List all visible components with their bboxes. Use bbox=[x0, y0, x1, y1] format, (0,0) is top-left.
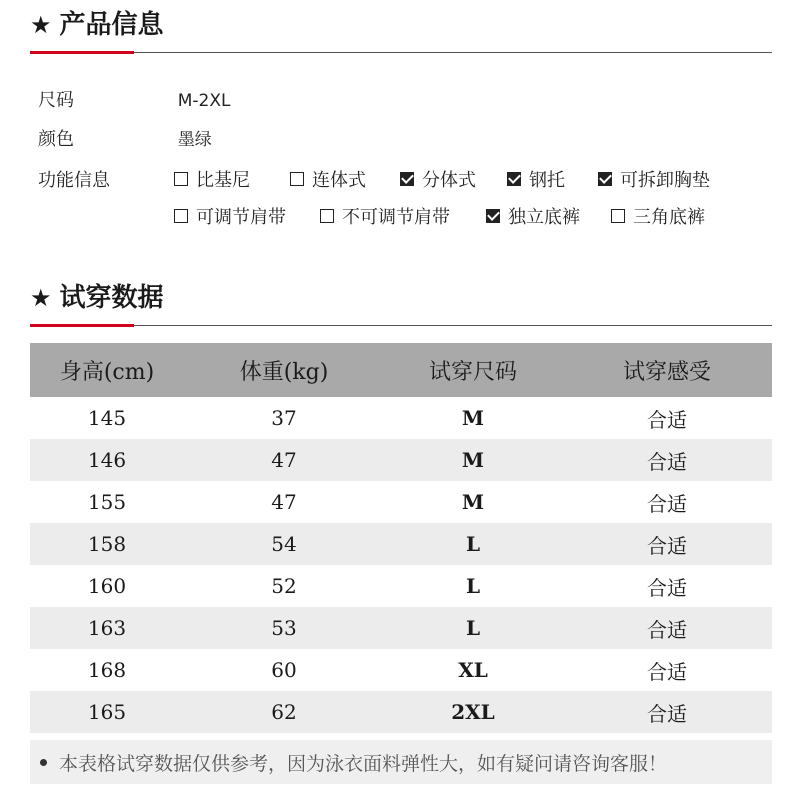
table-row bbox=[30, 691, 772, 733]
option-triangle-bottoms[interactable] bbox=[611, 203, 705, 229]
table-row bbox=[30, 439, 772, 481]
color-row bbox=[38, 125, 212, 151]
star-icon: ★ bbox=[30, 284, 52, 312]
option-two-piece[interactable] bbox=[400, 166, 476, 192]
cell-height: 168 bbox=[87, 658, 127, 682]
cell-size: XL bbox=[458, 658, 488, 682]
cell-height: 165 bbox=[30, 691, 184, 733]
header-height: 身高(cm) bbox=[30, 343, 184, 397]
checkbox-icon bbox=[174, 209, 188, 223]
table-row bbox=[30, 523, 772, 565]
option-label: 三角底裤 bbox=[633, 207, 705, 228]
option-label: 分体式 bbox=[422, 170, 476, 191]
header-feel: 试穿感受 bbox=[562, 343, 772, 397]
product-info-header bbox=[30, 12, 772, 38]
cell-size: M bbox=[384, 439, 562, 481]
cell-height: 145 bbox=[87, 406, 127, 430]
option-one-piece[interactable] bbox=[290, 166, 366, 192]
divider bbox=[30, 52, 772, 53]
function-label: 功能信息 bbox=[38, 170, 110, 191]
checkbox-checked-icon bbox=[400, 172, 414, 186]
section-title: 产品信息 bbox=[59, 10, 164, 40]
table-row bbox=[30, 397, 772, 439]
size-value: M-2XL bbox=[177, 91, 231, 111]
table-row bbox=[30, 481, 772, 523]
color-label: 颜色 bbox=[38, 129, 74, 150]
star-icon: ★ bbox=[30, 11, 52, 39]
cell-weight: 62 bbox=[184, 691, 384, 733]
cell-weight: 47 bbox=[184, 439, 384, 481]
cell-size: 2XL bbox=[384, 691, 562, 733]
bullet-icon bbox=[40, 759, 47, 766]
table-row bbox=[30, 649, 772, 691]
checkbox-checked-icon bbox=[507, 172, 521, 186]
header-size: 试穿尺码 bbox=[384, 343, 562, 397]
accent-bar bbox=[30, 324, 134, 327]
table-header-row bbox=[30, 343, 772, 397]
option-underwire[interactable] bbox=[507, 166, 565, 192]
option-label: 连体式 bbox=[312, 170, 366, 191]
option-label: 独立底裤 bbox=[508, 207, 580, 228]
cell-feel: 合适 bbox=[562, 691, 772, 733]
table-row bbox=[30, 565, 772, 607]
cell-feel: 合适 bbox=[647, 491, 687, 516]
cell-size: L bbox=[384, 523, 562, 565]
cell-height: 163 bbox=[30, 607, 184, 649]
cell-weight: 52 bbox=[271, 574, 297, 598]
option-bikini[interactable] bbox=[174, 166, 250, 192]
checkbox-icon bbox=[290, 172, 304, 186]
cell-size: L bbox=[384, 607, 562, 649]
fitting-table bbox=[30, 343, 772, 733]
fitting-data-header bbox=[30, 285, 772, 311]
cell-feel: 合适 bbox=[647, 659, 687, 684]
note-text: 本表格试穿数据仅供参考，因为泳衣面料弹性大，如有疑问请咨询客服！ bbox=[59, 752, 668, 775]
cell-size: M bbox=[461, 490, 485, 514]
option-label: 钢托 bbox=[529, 170, 565, 191]
checkbox-icon bbox=[611, 209, 625, 223]
checkbox-checked-icon bbox=[598, 172, 612, 186]
cell-size: L bbox=[465, 574, 481, 598]
cell-height: 160 bbox=[87, 574, 127, 598]
cell-weight: 37 bbox=[271, 406, 297, 430]
option-adjustable-straps[interactable] bbox=[174, 203, 286, 229]
cell-height: 155 bbox=[87, 490, 127, 514]
section-title: 试穿数据 bbox=[59, 283, 164, 313]
option-separate-bottoms[interactable] bbox=[486, 203, 580, 229]
cell-height: 146 bbox=[30, 439, 184, 481]
option-label: 可拆卸胸垫 bbox=[620, 170, 710, 191]
checkbox-icon bbox=[174, 172, 188, 186]
disclaimer-note bbox=[30, 740, 772, 784]
option-label: 可调节肩带 bbox=[196, 207, 286, 228]
cell-feel: 合适 bbox=[562, 523, 772, 565]
size-row bbox=[38, 86, 230, 112]
cell-weight: 47 bbox=[271, 490, 297, 514]
color-value: 墨绿 bbox=[177, 130, 212, 150]
table-row bbox=[30, 607, 772, 649]
cell-feel: 合适 bbox=[647, 407, 687, 432]
option-removable-pads[interactable] bbox=[598, 166, 710, 192]
size-label: 尺码 bbox=[38, 90, 74, 111]
accent-bar bbox=[30, 51, 134, 54]
header-weight: 体重(kg) bbox=[184, 343, 384, 397]
function-row bbox=[38, 166, 172, 192]
checkbox-checked-icon bbox=[486, 209, 500, 223]
option-fixed-straps[interactable] bbox=[320, 203, 450, 229]
cell-feel: 合适 bbox=[562, 439, 772, 481]
cell-feel: 合适 bbox=[647, 575, 687, 600]
option-label: 不可调节肩带 bbox=[342, 207, 450, 228]
cell-feel: 合适 bbox=[562, 607, 772, 649]
cell-weight: 53 bbox=[184, 607, 384, 649]
cell-weight: 54 bbox=[184, 523, 384, 565]
cell-weight: 60 bbox=[271, 658, 297, 682]
checkbox-icon bbox=[320, 209, 334, 223]
option-label: 比基尼 bbox=[196, 170, 250, 191]
cell-height: 158 bbox=[30, 523, 184, 565]
cell-size: M bbox=[461, 406, 485, 430]
divider bbox=[30, 325, 772, 326]
